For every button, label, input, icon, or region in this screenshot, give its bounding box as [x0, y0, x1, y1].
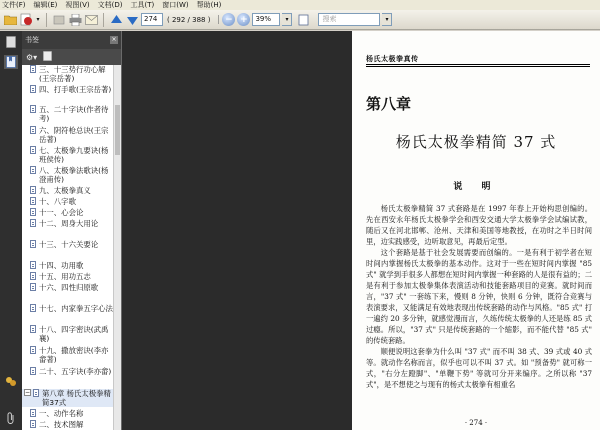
next-page-icon[interactable] — [125, 13, 139, 27]
header-rule — [366, 66, 590, 67]
list-item[interactable]: 十三、十六关要论 — [22, 240, 114, 249]
page-body — [366, 203, 592, 390]
document-icon — [30, 325, 36, 333]
options-icon[interactable]: ⚙▾ — [26, 52, 38, 62]
list-item[interactable]: 十、八字歌 — [22, 197, 114, 206]
close-icon[interactable]: × — [111, 36, 117, 43]
list-item[interactable]: 十六、四性归原歌 — [22, 283, 114, 292]
chevron-down-icon[interactable]: ▾ — [36, 16, 40, 23]
list-item[interactable]: 四、打手歌(王宗岳著) — [22, 85, 114, 94]
layers-icon[interactable] — [4, 375, 18, 389]
paragraph: 顺便说明这套拳为什么叫 "37 式" 而不叫 38 式、39 式或 40 式等。就动作名称而言，似乎也可以不叫 37 式。如 "预备势" 就可称一式，"右分左蹬脚"、"单鞭下势" 等就可分开来编序。之所以称 "37 式"，是不想使之与现有的杨式太极拳有相重名 — [366, 347, 592, 389]
list-item[interactable]: 七、太极拳九要诀(杨班侯传) — [22, 146, 114, 164]
document-icon — [30, 346, 36, 354]
list-item[interactable]: 十四、功用歌 — [22, 261, 114, 270]
header-rule — [366, 64, 590, 65]
running-head: 杨氏太极拳真传 — [366, 54, 419, 63]
document-icon — [30, 283, 36, 291]
create-pdf-icon[interactable] — [19, 13, 33, 27]
toolbar — [0, 10, 600, 30]
print-icon[interactable] — [68, 13, 82, 27]
vertical-scrollbar[interactable] — [113, 65, 121, 430]
list-item[interactable]: 十五、用功五志 — [22, 272, 114, 281]
document-icon — [30, 197, 36, 205]
hand-tool-icon[interactable] — [52, 13, 66, 27]
document-icon — [30, 146, 36, 154]
pdf-page — [352, 31, 600, 430]
chapter-heading: 第八章 — [366, 95, 412, 113]
chevron-down-icon[interactable]: ▾ — [382, 13, 392, 26]
fit-page-icon[interactable] — [296, 13, 310, 27]
paragraph: 这个套路是基于社会发展需要而创编的。一是有利于初学者在短时间内掌握杨氏太极拳的基本动作。这对于一些在短时间内掌握 "85 式" 就学到手很多人都想在短时间内掌握一种套路的人是很有益的；二是有利于参加太极拳集体表演活动和技能套路项目的竞赛。就时间而言，"37 式" 一套练下来，慢则 8 分钟，快则 6 分钟，既符合竞赛与表演要求，又能满足有效地表现出传统套路的动作与风格。"85 式" 打一遍约 20 多分钟，就感觉漫而言，久练传统太极拳的人还是练 85 式过瘾。所以，"37 式" 只是传统套路的一个缩影，而不能代替 "85 式" 的传统套路。 — [366, 248, 592, 345]
scrollbar-thumb[interactable] — [115, 105, 120, 155]
search-input[interactable]: 搜索 — [318, 13, 380, 26]
list-item[interactable]: 九、太极拳真义 — [22, 186, 114, 195]
new-bookmark-icon[interactable] — [43, 51, 52, 63]
document-icon — [30, 240, 36, 248]
navigation-strip — [0, 31, 22, 430]
zoom-in-icon[interactable]: + — [237, 13, 250, 26]
page-number: · 274 · — [464, 419, 488, 427]
collapse-icon[interactable]: − — [25, 389, 31, 396]
zoom-out-icon[interactable]: − — [222, 13, 235, 26]
document-icon — [30, 65, 36, 73]
toolbar-separator — [46, 13, 47, 27]
document-icon — [30, 219, 36, 227]
list-item[interactable]: 十七、内家拳五字心法 — [22, 304, 114, 313]
list-item[interactable]: 一、动作名称 — [22, 409, 114, 418]
document-icon — [33, 389, 39, 397]
toolbar-separator — [103, 13, 104, 27]
chapter-title: 杨氏太极拳精简 37 式 — [395, 133, 557, 151]
list-item[interactable]: 二十、五字诀(李亦畲) — [22, 367, 114, 376]
toolbar-divider-icon: | — [216, 14, 220, 25]
email-icon[interactable] — [84, 13, 98, 27]
menu-view[interactable]: 视图(V) — [65, 1, 90, 9]
list-item[interactable]: 十九、撒放密诀(李亦畲著) — [22, 346, 114, 364]
document-icon — [30, 304, 36, 312]
pages-icon[interactable] — [4, 35, 18, 49]
menu-window[interactable]: 窗口(W) — [162, 1, 189, 9]
list-item[interactable]: 六、阴符枪总诀(王宗岳著) — [22, 126, 114, 144]
document-icon — [30, 367, 36, 375]
list-item[interactable]: 十八、四字密诀(武禹襄) — [22, 325, 114, 343]
bookmark-tree — [22, 65, 114, 430]
panel-title: 书签 — [25, 36, 39, 44]
menu-bar — [0, 0, 600, 10]
document-icon — [30, 186, 36, 194]
document-icon — [30, 420, 36, 428]
previous-page-icon[interactable] — [109, 13, 123, 27]
document-icon — [30, 409, 36, 417]
menu-file[interactable]: 文件(F) — [2, 1, 26, 9]
list-item[interactable]: 五、二十字诀(作者待考) — [22, 105, 114, 123]
section-heading: 说 明 — [453, 182, 499, 192]
paragraph: 杨氏太极拳精简 37 式套路是在 1997 年春上开始构思创编的。先在西安永年杨氏太极拳学会和西安交通大学太极拳学会试编试教，随后又在河北邯郸、沧州、天津和美国等地教授，在功时之半日时间里，边实践感受，边听取意见，再最后定型。 — [366, 204, 592, 246]
document-icon — [30, 208, 36, 216]
menu-help[interactable]: 帮助(H) — [196, 1, 222, 9]
list-item[interactable]: 三、十三势行功心解(王宗岳著) — [22, 65, 114, 83]
document-icon — [30, 105, 36, 113]
document-workspace — [122, 31, 352, 430]
list-item[interactable]: 八、太极拳法歌诀(杨澄甫传) — [22, 166, 114, 184]
page-number-input[interactable]: 274 — [141, 13, 163, 26]
document-icon — [30, 166, 36, 174]
list-item[interactable]: 二、技术图解 — [22, 420, 114, 429]
menu-document[interactable]: 文档(D) — [97, 1, 123, 9]
bookmarks-icon[interactable] — [4, 55, 18, 69]
chevron-down-icon[interactable]: ▾ — [282, 13, 292, 26]
attachment-icon[interactable] — [4, 411, 18, 425]
document-icon — [30, 126, 36, 134]
zoom-input[interactable]: 39% — [252, 13, 280, 26]
menu-edit[interactable]: 编辑(E) — [33, 1, 58, 9]
document-icon — [30, 85, 36, 93]
bookmark-panel — [22, 31, 122, 430]
panel-header — [22, 31, 121, 49]
document-icon — [30, 272, 36, 280]
list-item[interactable]: 十一、心会论 — [22, 208, 114, 217]
menu-tools[interactable]: 工具(T) — [130, 1, 155, 9]
list-item-selected[interactable]: − 第八章 杨氏太极拳精简37式 — [22, 389, 114, 407]
page-count: ( 292 / 388 ) — [167, 15, 211, 24]
document-icon — [30, 261, 36, 269]
open-folder-icon[interactable] — [3, 13, 17, 27]
list-item[interactable]: 十二、周身大用论 — [22, 219, 114, 228]
panel-toolbar — [22, 49, 121, 65]
